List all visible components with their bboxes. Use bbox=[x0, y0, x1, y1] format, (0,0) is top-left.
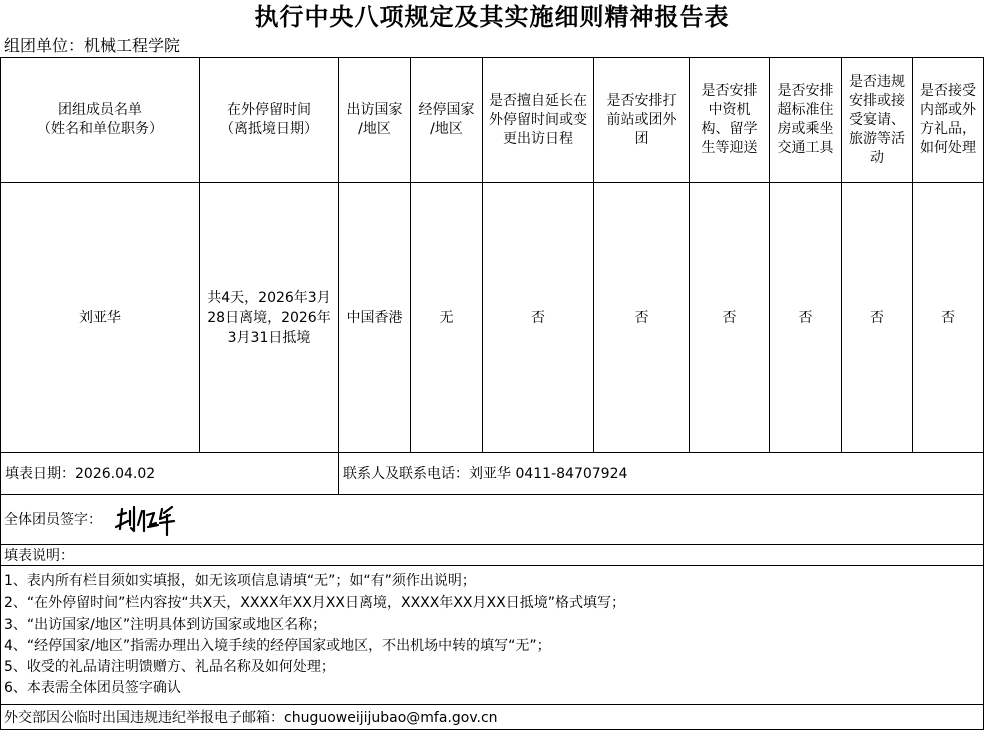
handwritten-signature bbox=[114, 501, 178, 537]
footer-divider bbox=[0, 704, 984, 705]
note-item: 6、本表需全体团员签字确认 bbox=[4, 680, 181, 696]
member-name: 刘亚华 bbox=[79, 309, 121, 326]
notes-divider bbox=[0, 565, 984, 566]
overstandard-answer: 否 bbox=[798, 309, 813, 326]
note-item: 1、表内所有栏目须如实填报，如无该项信息请填“无”；如“有”须作出说明； bbox=[4, 573, 476, 589]
banquet-answer: 否 bbox=[870, 309, 884, 326]
note-item: 3、“出访国家/地区”注明具体到访国家或地区名称； bbox=[4, 617, 327, 633]
header-gift: 是否接受内部或外方礼品，如何处理 bbox=[920, 83, 976, 156]
form-title: 执行中央八项规定及其实施细则精神报告表 bbox=[254, 3, 730, 31]
header-banquet: 是否违规安排或接受宴请、旅游等活动 bbox=[849, 73, 905, 166]
note-item: 4、“经停国家/地区”指需办理出入境手续的经停国家或地区，不出机场中转的填写“无”； bbox=[4, 638, 551, 654]
note-item: 5、收受的礼品请注明馈赠方、礼品名称及如何处理； bbox=[4, 659, 335, 675]
signature-divider bbox=[0, 544, 984, 545]
header-greeting: 是否安排中资机构、留学生等迎送 bbox=[701, 83, 758, 156]
header-overstandard: 是否安排超标准住房或乘坐交通工具 bbox=[777, 83, 834, 156]
note-item: 2、“在外停留时间”栏内容按“共X天，XXXX年XX月XX日离境，XXXX年XX月XX日抵境”格式填写； bbox=[4, 595, 625, 611]
transit-country: 无 bbox=[439, 309, 454, 326]
gift-answer: 否 bbox=[941, 309, 955, 326]
organizing-unit: 组团单位：机械工程学院 bbox=[4, 36, 181, 55]
header-stay-time: 在外停留时间 （离抵境日期） bbox=[220, 102, 318, 137]
signature-label: 全体团员签字： bbox=[4, 512, 102, 528]
extend-stay-answer: 否 bbox=[531, 309, 545, 326]
report-email: 外交部因公临时出国违规违纪举报电子邮箱：chuguoweijijubao@mfa.gov.cn bbox=[4, 710, 498, 726]
visit-country: 中国香港 bbox=[346, 309, 403, 326]
header-visit-country: 出访国家 /地区 bbox=[346, 102, 403, 137]
stay-time: 共4天，2026年3月28日离境，2026年3月31日抵境 bbox=[207, 289, 331, 346]
fill-date: 填表日期：2026.04.02 bbox=[5, 465, 156, 482]
notes-title: 填表说明： bbox=[4, 548, 74, 564]
header-advance-team: 是否安排打前站或团外团 bbox=[606, 92, 677, 147]
header-member: 团组成员名单 （姓名和单位职务） bbox=[37, 102, 163, 137]
header-extend-stay: 是否擅自延长在外停留时间或变更出访日程 bbox=[489, 92, 587, 147]
advance-team-answer: 否 bbox=[634, 309, 649, 326]
date-divider bbox=[0, 494, 984, 495]
greeting-answer: 否 bbox=[722, 309, 737, 326]
contact-info: 联系人及联系电话：刘亚华 0411-84707924 bbox=[343, 465, 628, 482]
header-transit-country: 经停国家 /地区 bbox=[418, 102, 475, 137]
